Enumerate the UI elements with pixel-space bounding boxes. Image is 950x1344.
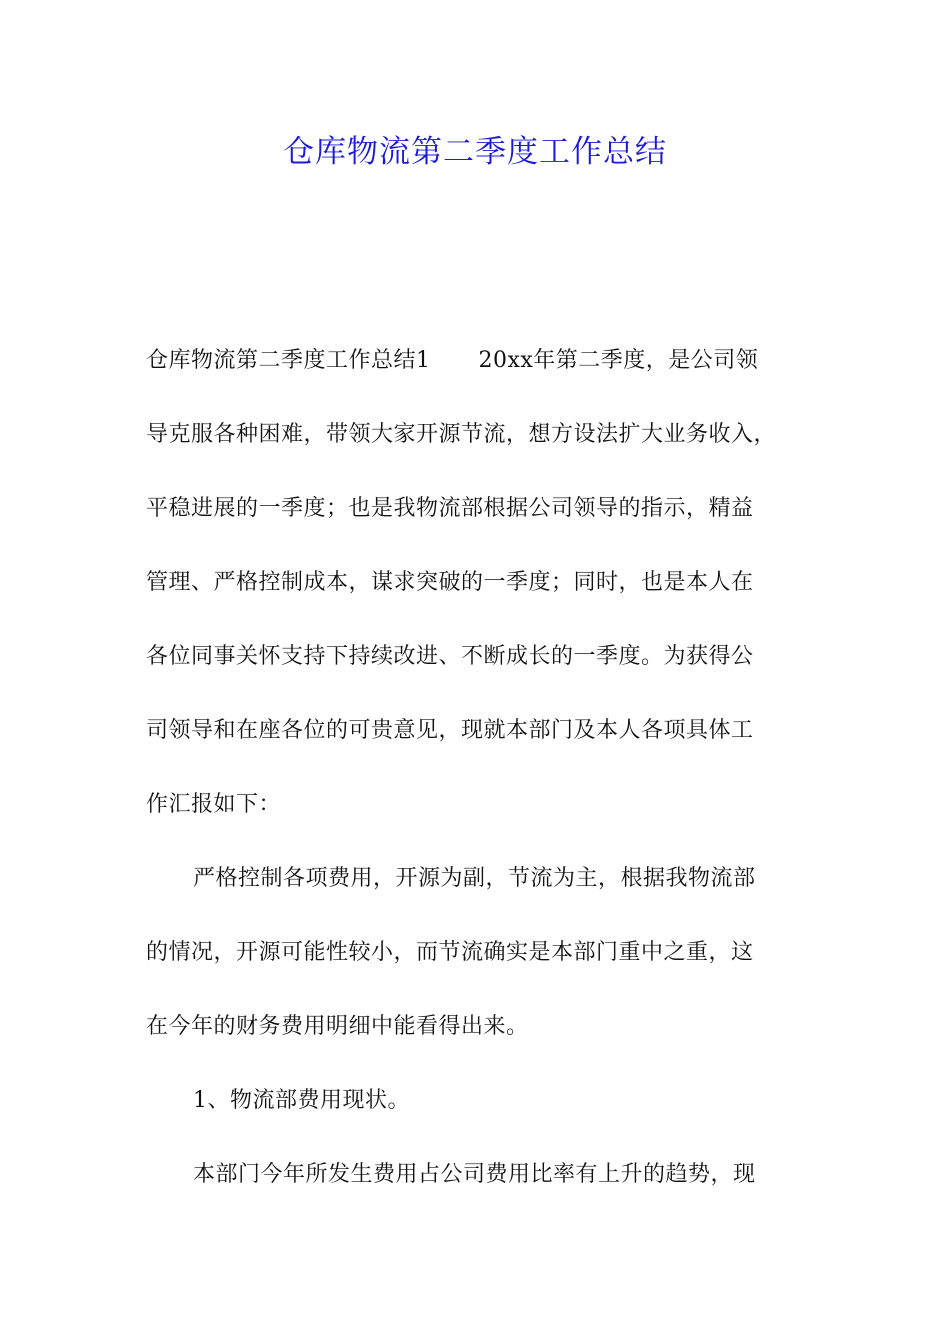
paragraph-line: 严格控制各项费用，开源为副，节流为主，根据我物流部 bbox=[193, 866, 756, 891]
numbered-heading: 1、物流部费用现状。 bbox=[193, 1088, 410, 1113]
paragraph-line: 平稳进展的一季度；也是我物流部根据公司领导的指示，精益 bbox=[146, 496, 754, 521]
document-body bbox=[146, 336, 811, 1224]
paragraph-line: 本部门今年所发生费用占公司费用比率有上升的趋势，现 bbox=[193, 1162, 756, 1187]
paragraph-line: 各位同事关怀支持下持续改进、不断成长的一季度。为获得公 bbox=[146, 644, 754, 669]
paragraph-line: 在今年的财务费用明细中能看得出来。 bbox=[146, 1014, 529, 1039]
section-heading-inline: 仓库物流第二季度工作总结1 bbox=[146, 348, 431, 373]
paragraph-line bbox=[146, 336, 811, 386]
document-title: 仓库物流第二季度工作总结 bbox=[283, 134, 667, 170]
paragraph-line: 管理、严格控制成本，谋求突破的一季度；同时，也是本人在 bbox=[146, 570, 754, 595]
paragraph-line: 作汇报如下： bbox=[146, 792, 282, 817]
paragraph-line: 司领导和在座各位的可贵意见，现就本部门及本人各项具体工 bbox=[146, 718, 754, 743]
paragraph-line: 的情况，开源可能性较小，而节流确实是本部门重中之重，这 bbox=[146, 940, 754, 965]
paragraph-text: 20xx年第二季度，是公司领 bbox=[478, 348, 759, 373]
paragraph-line: 导克服各种困难，带领大家开源节流，想方设法扩大业务收入， bbox=[146, 422, 777, 447]
